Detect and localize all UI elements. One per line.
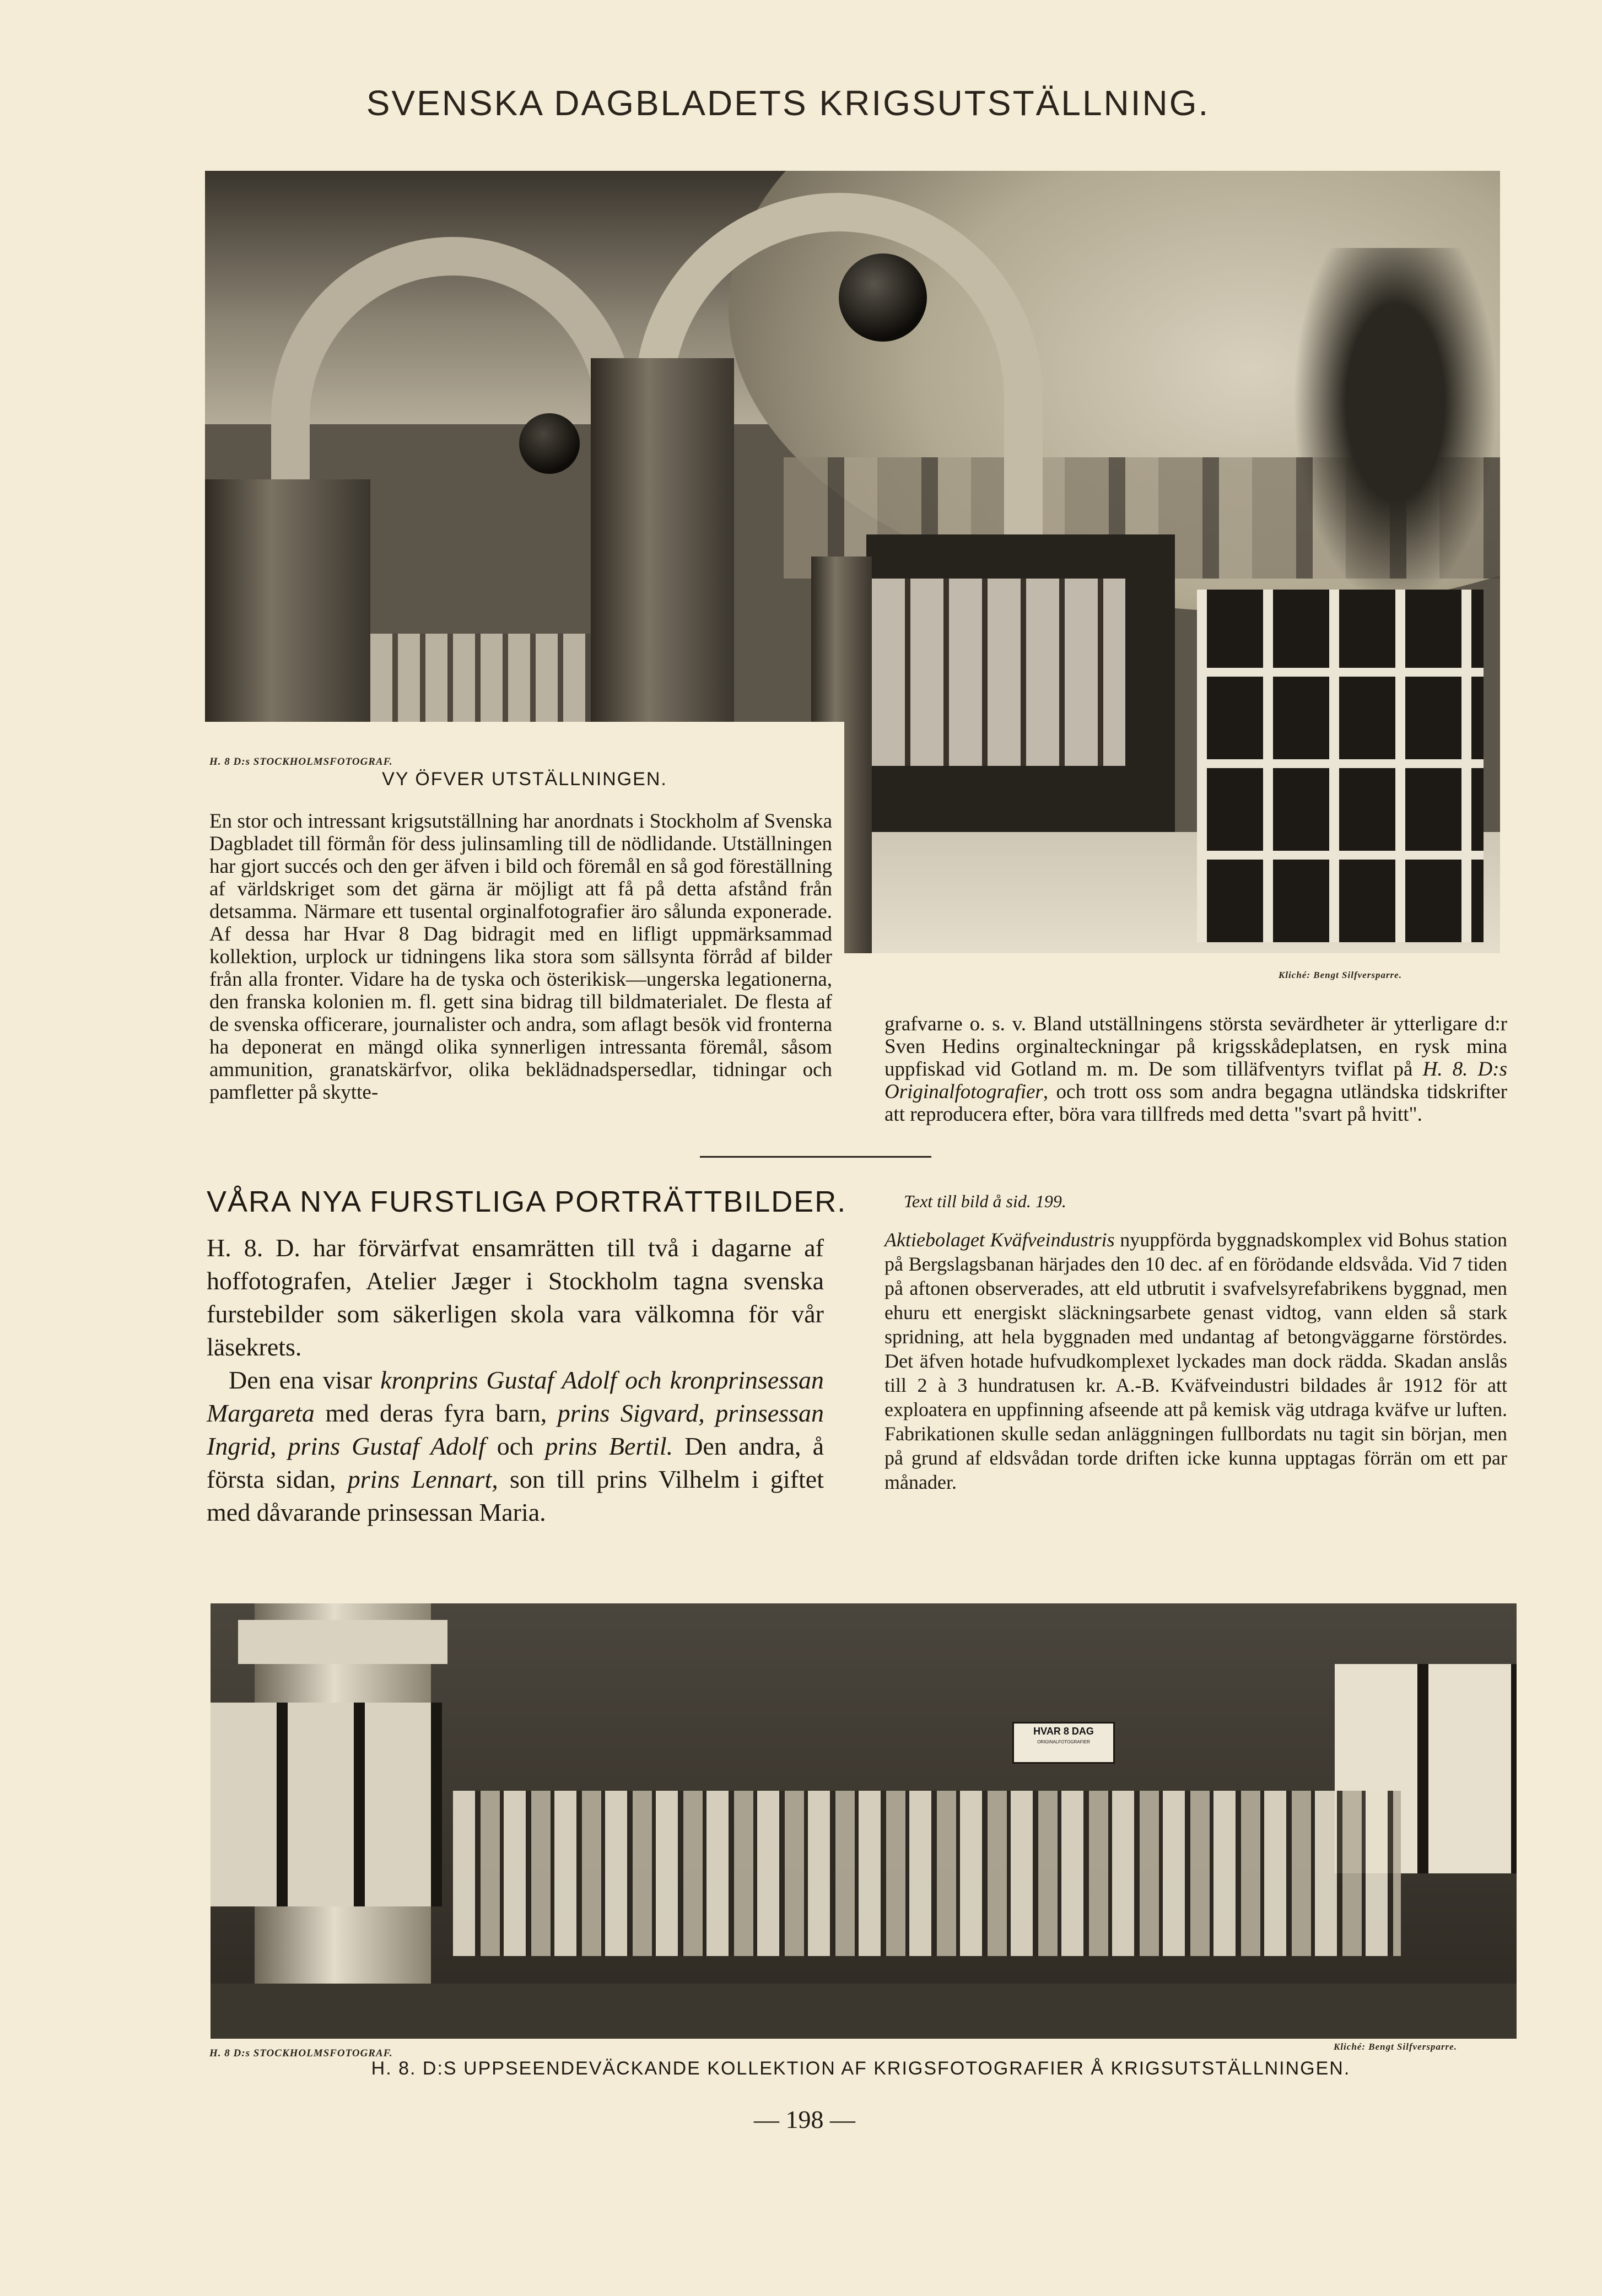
photo-credit: H. 8 D:s STOCKHOLMSFOTOGRAF. [209, 2048, 393, 2059]
text-span: och [485, 1432, 546, 1460]
divider-rule [700, 1156, 931, 1158]
text-span: Den andra, å första sidan, [207, 1432, 824, 1493]
royal-names: prins Bertil. [545, 1432, 673, 1460]
page-number: — 198 — [754, 2105, 855, 2133]
photo-wall-photographs [453, 1791, 1401, 1956]
company-name: Aktiebolaget Kväfveindustris [884, 1229, 1115, 1251]
fire-article [884, 1228, 1507, 1494]
italic-title: H. 8. D:s Originalfotografier [884, 1058, 1507, 1103]
sign-subtitle: ORIGINALFOTOGRAFIER [1037, 1739, 1090, 1744]
photo-collection-photo [211, 1603, 1517, 2039]
photo-credit: H. 8 D:s STOCKHOLMSFOTOGRAF. [209, 756, 393, 768]
text-span: nyuppförda byggnadskomplex vid Bohus station på Bergslagsbanan härjades den 10 dec. af en förödande eldsvåda. Vid 7 tiden på aftonen observerades, att eld utbrutit i svafvelsyrefabrikens byggnad, men ehuru ett energiskt släckningsarbete genast vidtog, vann elden så stark spridning, att hela byggnaden med undantag af betongväggarne förstördes. Det äfven hotade hufvudkomplexet lyckades man dock rädda. Skadan anslås till 2 à 3 hundratusen kr. A.-B. Kväfveindustri bildades år 1912 för att exploatera en uppfinning afseende att på kemisk väg utdraga kväfve ur luften. Fabrikationen skulle sedan anläggningen fullbordats nu tagit sin början, men på grund af eldsvådan torde driften icke kunna upptagas förrän om ett par månader. [884, 1229, 1507, 1493]
text-note: Text till bild å sid. 199. [904, 1191, 1066, 1211]
engraver-credit: Kliché: Bengt Silfversparre. [1279, 970, 1402, 980]
article-paragraph [884, 1013, 1507, 1126]
portrait-article [207, 1231, 824, 1529]
royal-names: prins Lennart, [347, 1465, 498, 1493]
article-text-right [884, 1013, 1507, 1126]
article-paragraph: H. 8. D. har förvärfvat ensamrätten till två i dagarne af hoffotografen, Atelier Jæger i Stockholm tagna svenska furstebilder som säkerligen skola vara välkomna för vår läsekrets. [207, 1234, 824, 1361]
photo-caption: VY ÖFVER UTSTÄLLNINGEN. [382, 769, 667, 790]
photo-lamp [519, 413, 580, 474]
article-heading: VÅRA NYA FURSTLIGA PORTRÄTTBILDER. [207, 1185, 847, 1218]
photo-showcase [1197, 590, 1484, 942]
photo-palm [1280, 248, 1500, 634]
page-header: SVENSKA DAGBLADETS KRIGSUTSTÄLLNING. [366, 83, 1210, 123]
text-span: med deras fyra barn, [314, 1399, 558, 1427]
photo-caption: H. 8. D:S UPPSEENDEVÄCKANDE KOLLEKTION AF KRIGSFOTOGRAFIER Å KRIGSUTSTÄLLNINGEN. [371, 2058, 1351, 2079]
article-paragraph [207, 1364, 824, 1529]
exhibit-sign [1012, 1722, 1115, 1764]
article-text-left [209, 810, 832, 1104]
royal-names: kronprins Gustaf Adolf och kronprinsessan Margareta [207, 1366, 824, 1427]
photo-lamp [839, 253, 927, 342]
text-span: son till prins Vilhelm i giftet med dåvarande prinsessan Maria. [207, 1465, 824, 1526]
photo-display-boards [872, 579, 1125, 766]
text-span: , och trott oss som andra begagna utländska tidskrifter att reproducera efter, böra vara tillfreds med detta "svart på hvitt". [884, 1081, 1507, 1126]
text-span: Den ena visar [229, 1366, 381, 1394]
engraver-credit: Kliché: Bengt Silfversparre. [1334, 2041, 1457, 2052]
photo-column-capital [238, 1620, 447, 1664]
royal-names: prins Sigvard, prinsessan Ingrid, prins Gustaf Adolf [207, 1399, 824, 1460]
sign-title: HVAR 8 DAG [1033, 1726, 1094, 1737]
article-paragraph: En stor och intressant krigsutställning har anordnats i Stockholm af Svenska Dagbladet till förmån för dess julinsamling till de nödlidande. Utställningen har gjort succés och den ger äfven i bild och föremål en så god föreställning af världskriget som det gärna är möjligt att få på detta afstånd från detsamma. Närmare ett tusental orginalfotografier äro sålunda exponerade. Af dessa har Hvar 8 Dag bidragit med en lifligt uppmärksammad kollektion, urplock ur tidningens lika stora som sällsynta förråd af bilder från alla fronter. Vidare ha de tyska och österikisk—ungerska legationerna, den franska kolonien m. fl. gett sina bidrag till bildmaterialet. De flesta af de svenska officerare, journalister och andra, som aflagt besök vid fronterna ha deponerat en mängd olika synnerligen intressanta föremål, såsom ammunition, granatskärfvor, olika beklädnadspersedlar, tidningar och pamfletter på skytte- [209, 810, 832, 1104]
photo-floor [211, 1984, 1517, 2039]
text-span: grafvarne o. s. v. Bland utställningens största sevärdheter är ytterligare d:r Sven Hedins orginalteckningar på krigsskådeplatsen, en rysk mina uppfiskad vid Gotland m. m. De som tilläfventyrs tviflat på [884, 1013, 1507, 1081]
photo-sketch-panel [211, 1703, 442, 1906]
